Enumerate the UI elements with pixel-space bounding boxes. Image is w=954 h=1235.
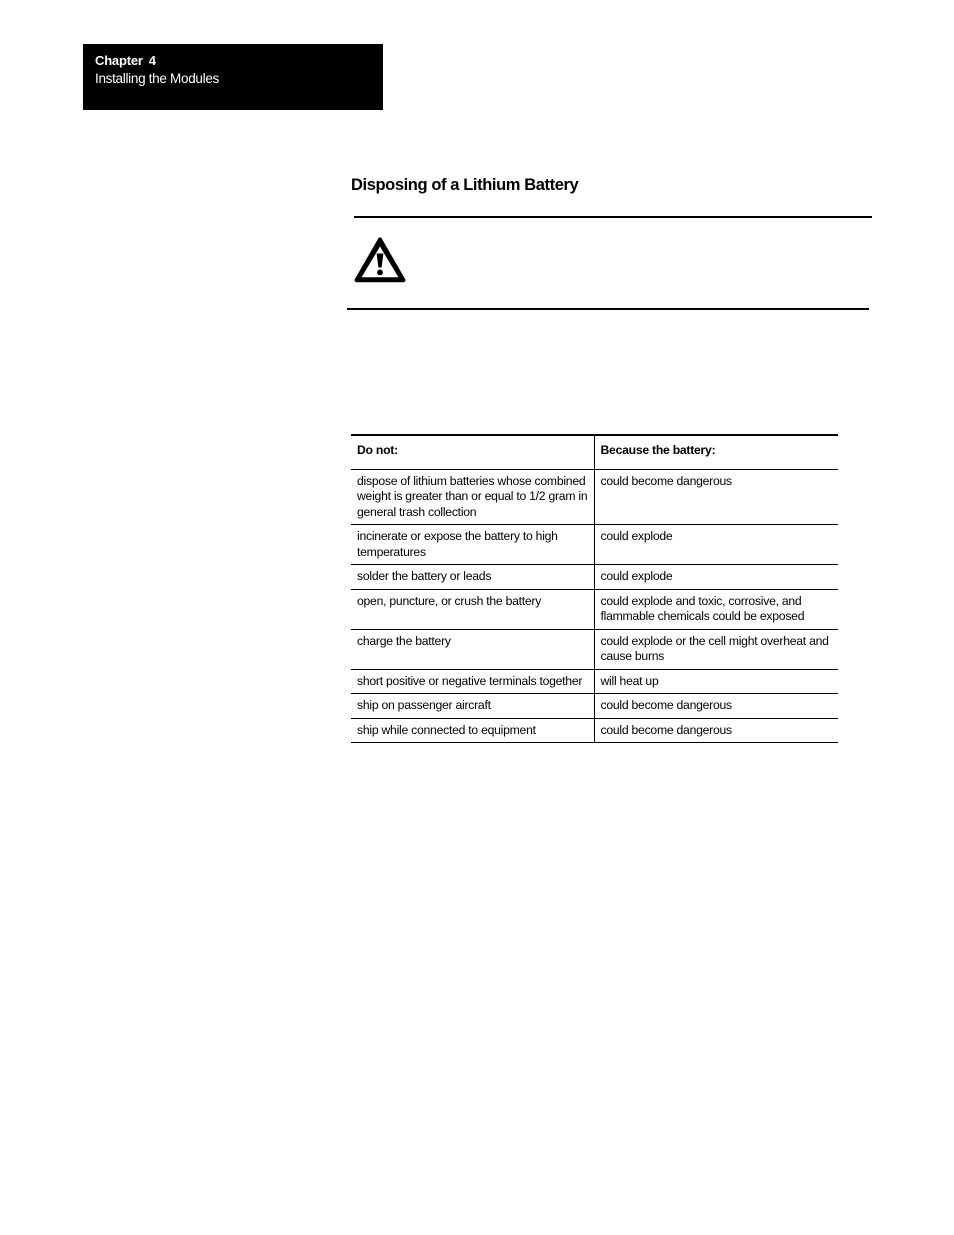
table-row	[351, 629, 838, 669]
table-header-row	[351, 435, 838, 469]
table-cell-action: solder the battery or leads	[351, 565, 594, 590]
table-row	[351, 694, 838, 719]
table-cell-action: charge the battery	[351, 629, 594, 669]
table-cell-reason: could become dangerous	[594, 718, 838, 743]
table-row	[351, 565, 838, 590]
table-cell-action: open, puncture, or crush the battery	[351, 589, 594, 629]
table-row	[351, 669, 838, 694]
table-cell-action: short positive or negative terminals together	[351, 669, 594, 694]
table-row	[351, 525, 838, 565]
warning-triangle-icon	[352, 235, 408, 285]
table-cell-action: dispose of lithium batteries whose combined weight is greater than or equal to 1/2 gram in general trash collection	[351, 469, 594, 525]
chapter-label-line	[95, 53, 383, 69]
chapter-header	[83, 44, 383, 110]
table-row	[351, 589, 838, 629]
table-cell-reason: could become dangerous	[594, 469, 838, 525]
table-row	[351, 469, 838, 525]
table-cell-action: incinerate or expose the battery to high temperatures	[351, 525, 594, 565]
table-cell-reason: could explode or the cell might overheat and cause burns	[594, 629, 838, 669]
table-cell-action: ship on passenger aircraft	[351, 694, 594, 719]
section-title: Disposing of a Lithium Battery	[351, 176, 579, 194]
warning-bottom-rule	[347, 308, 869, 310]
table-row	[351, 718, 838, 743]
chapter-label: Chapter	[95, 53, 143, 68]
table-cell-reason: could explode and toxic, corrosive, and flammable chemicals could be exposed	[594, 589, 838, 629]
table-cell-reason: could become dangerous	[594, 694, 838, 719]
column-header-because: Because the battery:	[594, 435, 838, 469]
table-cell-reason: could explode	[594, 565, 838, 590]
chapter-title: Installing the Modules	[95, 71, 219, 86]
table-cell-reason: will heat up	[594, 669, 838, 694]
warning-top-rule	[354, 216, 872, 218]
column-header-do-not: Do not:	[351, 435, 594, 469]
chapter-number: 4	[148, 53, 156, 68]
battery-disposal-table	[351, 434, 838, 743]
table-cell-action: ship while connected to equipment	[351, 718, 594, 743]
table-cell-reason: could explode	[594, 525, 838, 565]
